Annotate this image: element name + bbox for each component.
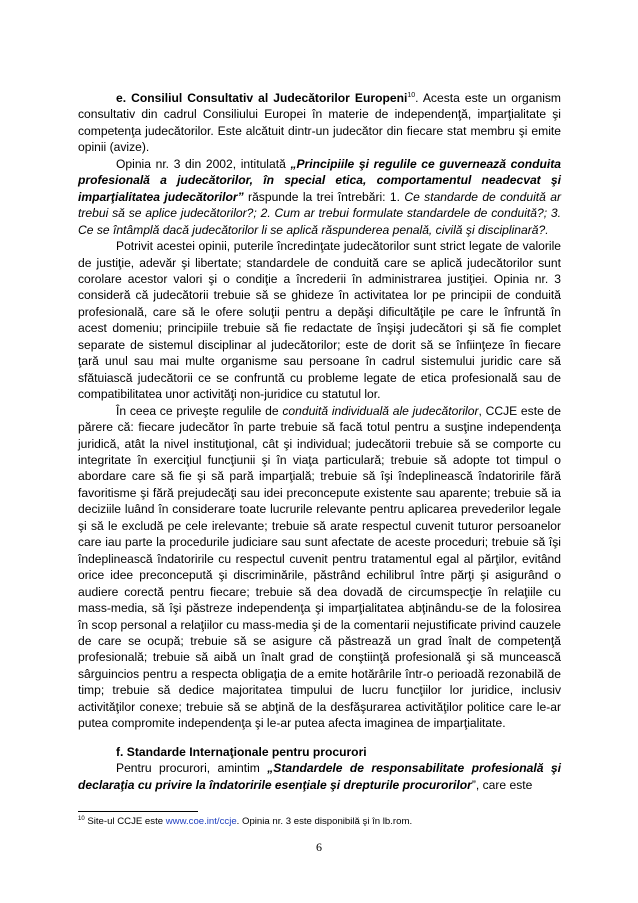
- section-f-paragraph: [78, 760, 561, 793]
- section-f-intro: Pentru procurori, amintim: [116, 761, 268, 776]
- rules-term: conduită individuală ale judecătorilor: [282, 403, 479, 418]
- page-number: 6: [316, 840, 322, 854]
- footnote-ref[interactable]: 10: [407, 91, 416, 99]
- footnote-separator: [78, 811, 198, 812]
- opinion-mid: răspunde la trei întrebări: 1.: [243, 189, 405, 204]
- footnote-after: . Opinia nr. 3 este disponibilă şi în lb.rom.: [236, 816, 413, 827]
- section-e-text: . Acesta este un organism consultativ din cadrul Consiliului Europei în materie de independenţă, imparţialitate şi competenţa judecătorilor. Este alcătuit dintr-un judecător din fiecare stat membru şi emite opinii (avize).: [78, 91, 562, 155]
- footnote-before: Site-ul CCJE este: [87, 816, 166, 827]
- values-paragraph: Potrivit acestei opinii, puterile încredinţate judecătorilor sunt strict legate de valorile de justiţie, adevăr şi libertate; standardele de conduită care se aplică judecătorilor sunt corolare acestor valori şi o condiţie a încrederii în administrarea justiţiei. Opinia nr. 3 consideră că judecătorii trebuie să se ghideze în activitatea lor pe principii de conduită profesională, care să le ofere soluţii pentru a depăşi dificultăţile pe care le înfruntă în acest domeniu; principiile trebuie să fie redactate de înşişi judecători şi să fie complet separate de sistemul disciplinar al judecătorilor; este de dorit să se înfiinţeze în fiecare ţară unul sau mai multe organisme sau persoane în cadrul sistemului juridic care să sfătuiască judecătorii ce se confruntă cu probleme legate de etica profesională sau de compatibilitatea unor activităţi non-juridice cu statutul lor.: [78, 239, 561, 402]
- section-f-title: f. Standarde Internaţionale pentru procurori: [116, 744, 367, 759]
- rules-body: , CCJE este de părere că: fiecare judecător în parte trebuie să facă totul pentru a susţine independenţa juridică, atât la nivel instituţional, cât şi individual; judecătorii trebuie să se comporte cu integritate în exerciţiul funcţiunii şi în viaţa particulară; trebuie să adopte tot timpul o abordare care să fie şi să pară imparţială; trebuie să îşi îndeplinească îndatoririle fără favoritisme şi fără prejudecăţi sau idei preconcepute existente sau aparente; trebuie să ia deciziile luând în considerare toate lucrurile relevante pentru aplicarea prevederilor legale şi să le excludă pe cele irelevante; trebuie să arate respectul cuvenit tuturor persoanelor care iau parte la procedurile judiciare sau sunt afectate de aceste proceduri; trebuie să îşi îndeplinească îndatoririle cu respectul cuvenit pentru tratamentul egal al părţilor, evitând orice idee preconcepută şi discriminările, păstrând echilibrul între părţi şi asigurând o audiere corectă pentru fiecare; trebuie să dea dovadă de circumspecţie în relaţiile cu mass-media, să îşi păstreze independenţa şi imparţialitatea abţinându-se de la folosirea în scop personal a relaţiilor cu mass-media şi de la comentarii nejustificate privind cauzele de care se ocupă; trebuie să se asigure că păstrează un grad înalt de competenţă profesională; trebuie să aibă un înalt grad de conştiinţă profesională şi să muncească sârguincios pentru a respecta obligaţia de a emite hotărârile într-o perioadă rezonabilă de timp; trebuie să dedice majoritatea timpului de lucru funcţiilor lor juridice, inclusiv activităţilor conexe; trebuie să se abţină de la desfăşurarea activităţilor politice care le-ar putea compromite independenţa şi le-ar putea afecta imaginea de imparţialitate.: [78, 403, 561, 731]
- footnote: [78, 816, 412, 827]
- section-f-tail: ”, care este: [471, 777, 533, 792]
- section-e-heading: e. Consiliul Consultativ al Judecătorilor Europeni: [116, 91, 408, 105]
- section-f-heading: [78, 744, 561, 760]
- footnote-number: 10: [78, 815, 85, 822]
- ccje-link[interactable]: www.coe.int/ccje: [165, 816, 237, 827]
- opinion-paragraph: [78, 156, 561, 238]
- rules-intro: În ceea ce priveşte regulile de: [116, 403, 283, 418]
- opinion-title: „Principiile şi regulile ce guvernează conduita profesională a judecătorilor, în special etica, comportamentul neadecvat şi imparţialitatea judecătorilor”: [78, 156, 561, 204]
- opinion-intro: Opinia nr. 3 din 2002, intitulată: [116, 156, 291, 171]
- opinion-questions: Ce standarde de conduită ar trebui să se aplice judecătorilor?; 2. Cum ar trebui formulate standardele de conduită?; 3. Ce se întâmplă dacă judecătorilor li se aplică răspunderea penală, civilă şi disciplinară?.: [78, 189, 561, 237]
- rules-paragraph: [78, 403, 561, 732]
- section-e-paragraph: [78, 90, 561, 156]
- standards-title: „Standardele de responsabilitate profesională şi declaraţia cu privire la îndatoririle esenţiale şi drepturile procurorilor: [78, 761, 561, 792]
- document-body: [78, 90, 561, 793]
